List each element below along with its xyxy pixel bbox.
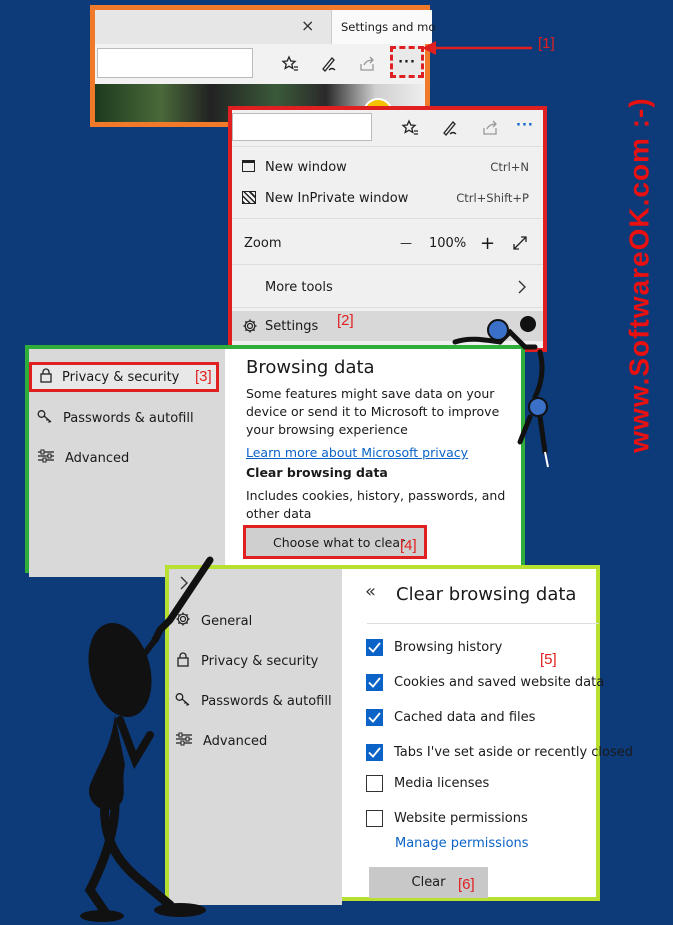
checkbox-checked-icon <box>366 674 383 691</box>
window-icon <box>242 160 255 172</box>
menu-label-zoom: Zoom <box>244 235 282 251</box>
nav-label-advanced: Advanced <box>65 450 130 466</box>
more-button-active[interactable]: ··· <box>516 118 534 133</box>
nav-label-passwords: Passwords & autofill <box>201 693 332 709</box>
checkbox-label: Website permissions <box>394 811 528 826</box>
favorites-icon[interactable] <box>280 54 300 74</box>
menu-label-inprivate: New InPrivate window <box>265 190 409 206</box>
checkbox-label: Tabs I've set aside or recently closed <box>394 745 634 760</box>
menu-divider <box>232 307 543 308</box>
nav-privacy-security[interactable] <box>29 362 219 392</box>
nav-advanced[interactable] <box>29 445 129 471</box>
annotation-step5: [5] <box>540 651 557 668</box>
annotation-step4: [4] <box>400 537 417 554</box>
stick-figure-silhouette <box>60 560 230 925</box>
choose-button-label: Choose what to clear <box>273 534 406 550</box>
checkbox-website-permissions[interactable] <box>366 810 528 827</box>
inprivate-window-icon <box>242 191 256 204</box>
menu-item-inprivate[interactable] <box>232 183 543 213</box>
menu-label-more-tools: More tools <box>265 279 333 295</box>
menu-item-new-window[interactable] <box>232 152 543 182</box>
clear-browsing-panel <box>165 565 634 901</box>
menu-item-more-tools[interactable] <box>232 272 543 302</box>
clear-browsing-desc: Includes cookies, history, passwords, and other data <box>246 488 506 521</box>
annotation-step3: [3] <box>195 368 212 385</box>
checkbox-label: Media licenses <box>394 776 490 791</box>
menu-label-settings: Settings <box>265 318 319 334</box>
annotation-step6: [6] <box>458 876 475 893</box>
checkbox-media-licenses[interactable] <box>366 775 489 792</box>
checkbox-cookies[interactable] <box>366 674 604 691</box>
address-bar[interactable] <box>97 48 253 78</box>
browsing-data-desc: Some features might save data on your device or send it to Microsoft to improve your browsing experience <box>246 386 500 437</box>
annotation-step2: [2] <box>337 312 354 329</box>
arrow-to-more-icon <box>420 38 540 58</box>
checkbox-unchecked-icon <box>366 775 383 792</box>
nav-label-passwords: Passwords & autofill <box>63 410 194 426</box>
menu-address-bar[interactable] <box>232 113 372 141</box>
checkbox-checked-icon <box>366 639 383 656</box>
menu-divider <box>232 218 543 219</box>
climbing-figures-silhouette <box>450 312 560 472</box>
nav-label-advanced: Advanced <box>203 733 268 749</box>
checkbox-cached-data[interactable] <box>366 709 535 726</box>
privacy-learn-more-link[interactable]: Learn more about Microsoft privacy <box>246 445 469 460</box>
clear-options-list <box>342 569 634 905</box>
checkbox-label: Cached data and files <box>394 710 536 725</box>
checkbox-label: Cookies and saved website data <box>394 675 605 690</box>
menu-label-new-window: New window <box>265 159 347 175</box>
tab-settings[interactable] <box>331 10 436 44</box>
favorites-icon[interactable] <box>400 118 420 138</box>
gear-icon <box>242 318 258 338</box>
watermark-text: www.SoftwareOK.com :-) <box>624 97 655 453</box>
checkbox-browsing-history[interactable] <box>366 639 502 656</box>
clear-browsing-heading: Clear browsing data <box>246 465 388 480</box>
pen-icon[interactable] <box>440 118 460 138</box>
nav-label-privacy: Privacy & security <box>62 369 180 385</box>
zoom-value: 100% <box>429 235 467 251</box>
chevron-right-icon <box>517 280 527 298</box>
zoom-in-button[interactable]: + <box>480 232 496 254</box>
nav-label-general: General <box>201 613 253 629</box>
share-icon[interactable] <box>480 118 500 138</box>
sliders-icon <box>37 449 55 467</box>
shortcut-inprivate: Ctrl+Shift+P <box>456 191 529 205</box>
annotation-step1: [1] <box>538 35 555 52</box>
back-button[interactable]: « <box>365 581 377 602</box>
lock-icon <box>40 368 52 387</box>
menu-divider <box>232 264 543 265</box>
tab-close-icon[interactable]: × <box>301 16 315 35</box>
zoom-out-button[interactable]: — <box>400 236 412 250</box>
checkbox-unchecked-icon <box>366 810 383 827</box>
share-icon[interactable] <box>357 54 377 74</box>
checkbox-label: Browsing history <box>394 640 503 655</box>
pen-icon[interactable] <box>319 54 339 74</box>
checkbox-checked-icon <box>366 744 383 761</box>
more-button[interactable] <box>390 46 424 78</box>
browsing-data-title: Browsing data <box>246 357 375 378</box>
checkbox-checked-icon <box>366 709 383 726</box>
more-icon: ··· <box>398 54 416 70</box>
shortcut-new-window: Ctrl+N <box>490 160 529 174</box>
checkbox-tabs-set-aside[interactable] <box>366 744 633 761</box>
fullscreen-icon[interactable] <box>512 235 528 255</box>
tab-title: Settings and mo <box>341 20 436 34</box>
nav-label-privacy: Privacy & security <box>201 653 319 669</box>
key-icon <box>37 409 53 427</box>
clear-panel-title: Clear browsing data <box>396 584 577 605</box>
manage-permissions-link[interactable]: Manage permissions <box>395 836 529 851</box>
menu-item-zoom <box>232 228 543 258</box>
clear-button-label: Clear <box>411 875 446 890</box>
nav-passwords-autofill[interactable] <box>29 405 194 431</box>
